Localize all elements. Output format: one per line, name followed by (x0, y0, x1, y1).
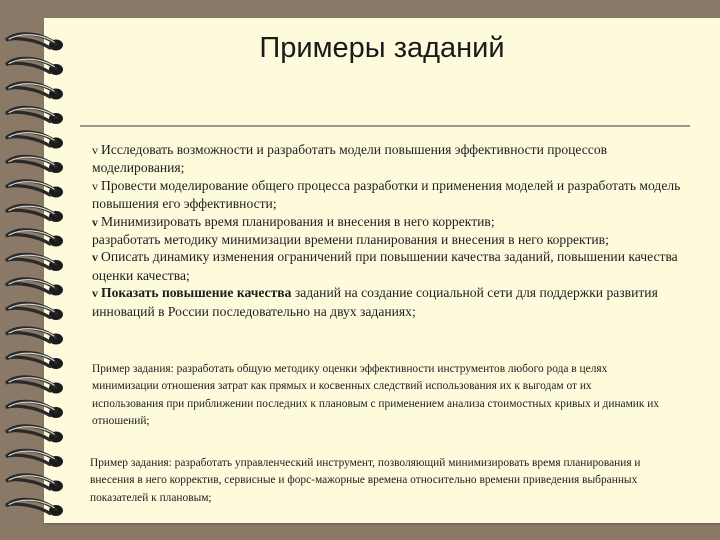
bullet-list (92, 141, 687, 320)
binding-ring (6, 205, 63, 222)
bullet-item: v Описать динамику изменения ограничений при повышении качества заданий, повышении качества оценки качества; (92, 249, 678, 283)
title-divider (80, 125, 690, 127)
binding-ring (6, 303, 63, 320)
binding-ring (6, 450, 63, 467)
binding-ring (6, 230, 63, 247)
binding-ring (6, 254, 63, 271)
example-task-2: Пример задания: разработать управленческий инструмент, позволяющий минимизировать время планирования и внесения в него корректив, сервисные и форс-мажорные времена относительно времени приведения выбранных показателей к плановым; (90, 457, 641, 504)
check-mark-icon: v (92, 286, 98, 301)
bullet-item: v Исследовать возможности и разработать модели повышения эффективности процессов моделирования; (92, 142, 608, 176)
bullet-item: v Минимизировать время планирования и внесения в него корректив; (92, 213, 495, 229)
binding-ring (6, 107, 63, 124)
binding-ring (6, 475, 63, 492)
check-mark-icon: v (92, 214, 98, 229)
bullet-item: v Провести моделирование общего процесса разработки и применения моделей и разработать модель повышения его эффективности; (92, 177, 681, 212)
binding-ring (6, 328, 63, 345)
spiral-binding (0, 0, 80, 540)
binding-ring (6, 132, 63, 149)
binding-ring (6, 377, 63, 394)
check-mark-icon: v (92, 178, 98, 193)
binding-ring (6, 499, 63, 516)
example-task-1: Пример задания: разработать общую методику оценки эффективности инструментов любого рода в целях минимизации отношения затрат как прямых и косвенных следствий использования их к выгодам от их использования при приближении последних к плановым с применением анализа стоимостных кривых и динамик их отношений; (92, 363, 660, 428)
binding-ring (6, 83, 63, 100)
binding-ring (6, 401, 63, 418)
bullet-item: разработать методику минимизации времени планирования и внесения в него корректив; (92, 232, 609, 248)
binding-ring (6, 352, 63, 369)
binding-ring (6, 426, 63, 443)
binding-ring (6, 156, 63, 173)
bullet-item: v Показать повышение качества заданий на создание социальной сети для поддержки развития инноваций в России последовательно на двух заданиях; (92, 285, 658, 319)
check-mark-icon: v (92, 143, 98, 157)
slide-title: Примеры заданий (259, 32, 505, 64)
binding-ring (6, 279, 63, 296)
check-mark-icon: v (92, 250, 98, 265)
binding-ring (6, 181, 63, 198)
